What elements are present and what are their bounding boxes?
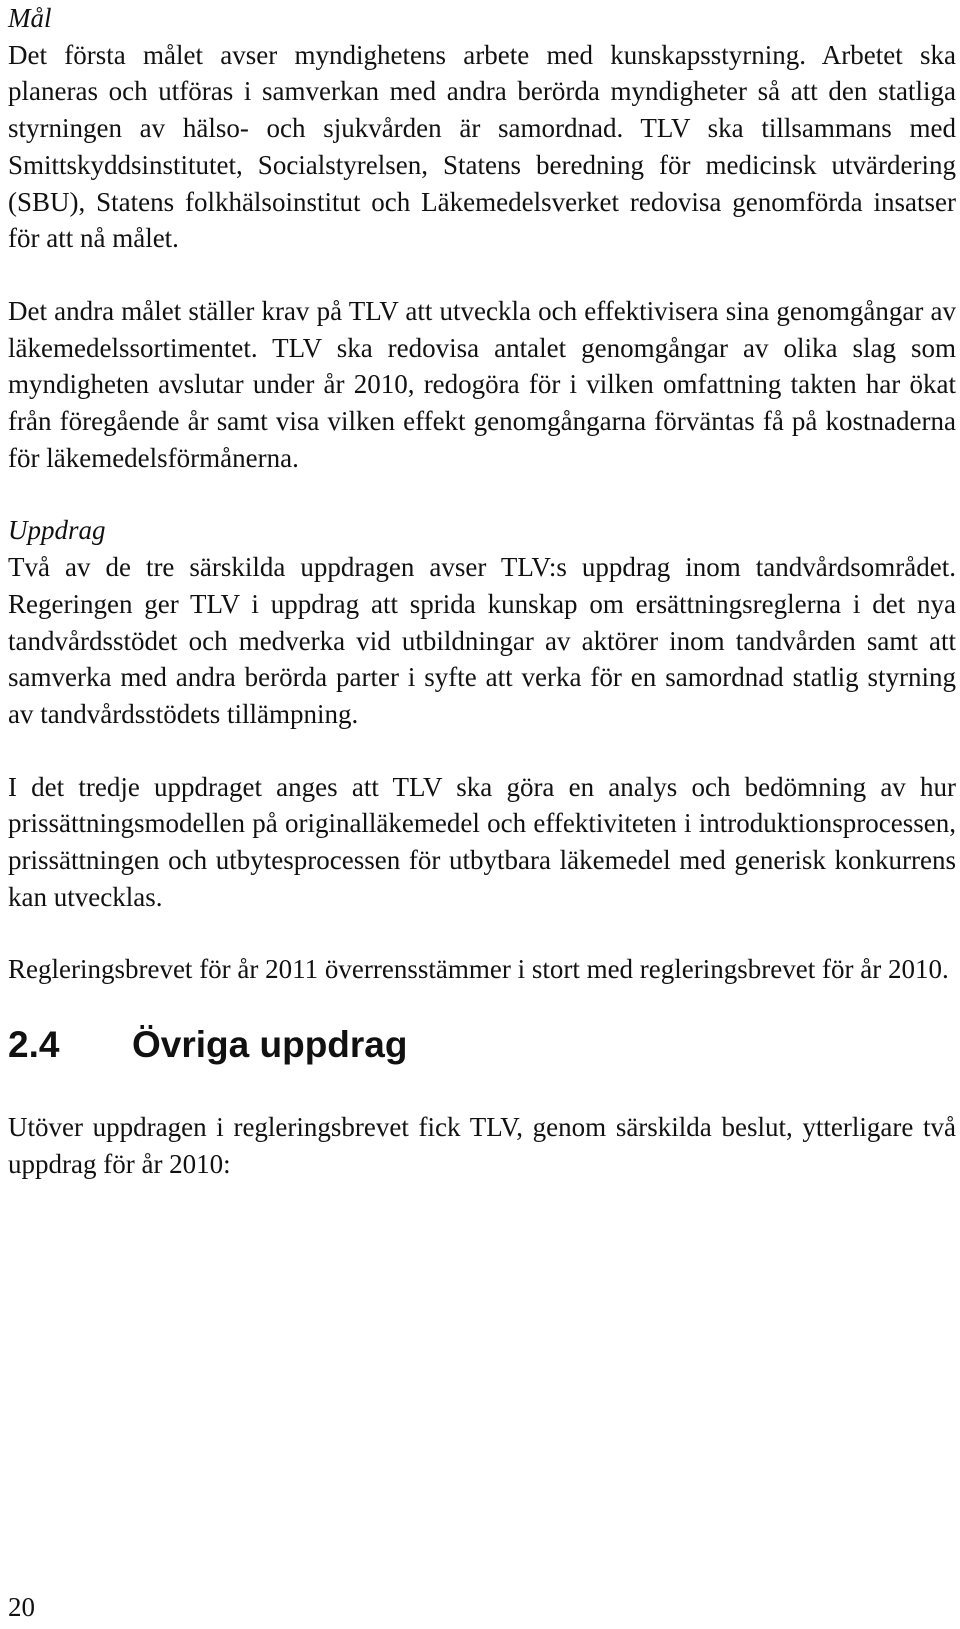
paragraph-uppdrag-2: I det tredje uppdraget anges att TLV ska göra en analys och bedömning av hur prissättningsmodellen på originalläkemedel och effektiviteten i introduktionsprocessen, prissättningen och utbytesprocessen för utbytbara läkemedel med generisk konkurrens kan utvecklas. bbox=[8, 771, 956, 912]
page-number: 20 bbox=[8, 1592, 35, 1622]
subheading-mal: Mål bbox=[8, 3, 52, 33]
subheading-uppdrag: Uppdrag bbox=[8, 515, 106, 546]
section-title: Övriga uppdrag bbox=[132, 1024, 408, 1066]
paragraph-uppdrag-3: Regleringsbrevet för år 2011 överrensstämmer i stort med regleringsbrevet för år 2010. bbox=[8, 954, 949, 985]
paragraph-mal-2: Det andra målet ställer krav på TLV att utveckla och effektivisera sina genomgångar av läkemedelssortimentet. TLV ska redovisa antalet genomgångar av olika slag som myndigheten avslutar under år 2010, redogöra för i vilken omfattning takten har ökat från föregående år samt visa vilken effekt genomgångarna förväntas få på kostnaderna för läkemedelsförmånerna. bbox=[8, 295, 956, 473]
paragraph-mal-1: Det första målet avser myndighetens arbete med kunskapsstyrning. Arbetet ska planeras och utföras i samverkan med andra berörda myndigheter så att den statliga styrningen av hälso- och sjukvården är samordnad. TLV ska tillsammans med Smittskyddsinstitutet, Socialstyrelsen, Statens beredning för medicinsk utvärdering (SBU), Statens folkhälsoinstitut och Läkemedelsverket redovisa genomförda insatser för att nå målet. bbox=[8, 39, 956, 254]
paragraph-uppdrag-1: Två av de tre särskilda uppdragen avser TLV:s uppdrag inom tandvårdsområdet. Regeringen ger TLV i uppdrag att sprida kunskap om ersättningsreglerna i det nya tandvårdsstödet och medverka vid utbildningar av aktörer inom tandvården samt att samverka med andra berörda parter i syfte att verka för en samordnad statlig styrning av tandvårdsstödets tillämpning. bbox=[8, 552, 956, 729]
document-page bbox=[8, 0, 956, 1183]
section-number: 2.4 bbox=[8, 1024, 60, 1066]
paragraph-ovriga-1: Utöver uppdragen i regleringsbrevet fick TLV, genom särskilda beslut, ytterligare två uppdrag för år 2010: bbox=[8, 1112, 956, 1179]
section-heading bbox=[8, 1023, 956, 1067]
